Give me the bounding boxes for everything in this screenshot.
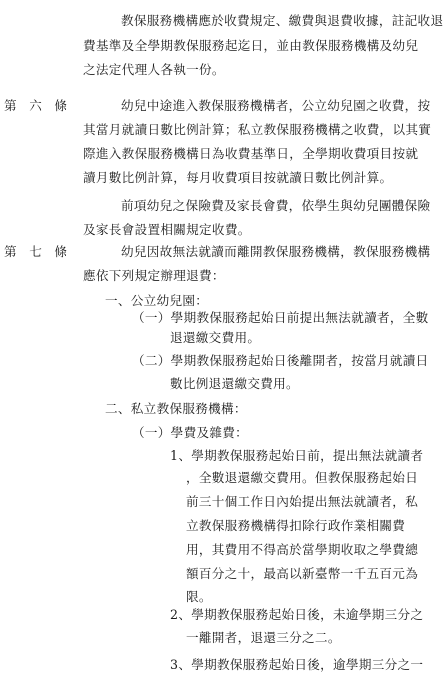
point-1-line-5: 用，其費用不得高於當學期收取之學費總 (186, 542, 419, 557)
point-1-line-4: 立教保服務機構得扣除行政作業相關費 (186, 518, 406, 533)
article-7-intro-line-2: 應依下列規定辦理退費： (83, 268, 225, 283)
section-1-item-2-line-2: 數比例退還繳交費用。 (170, 376, 299, 391)
article-6-para1-line-4: 讀月數比例計算，每月收費項目按就讀日數比例計算。 (83, 170, 393, 185)
article-7-intro-line-1: 幼兒因故無法就讀而離開教保服務機構，教保服務機構 (121, 244, 431, 259)
point-1-line-1: 1、學期教保服務起始日前，提出無法就讀者 (170, 448, 424, 463)
section-2-subheading-1: （一）學費及雜費： (132, 425, 249, 440)
section-1-heading: 一、公立幼兒園： (105, 293, 209, 308)
article-6-para2-line-2: 及家長會設置相關規定收費。 (83, 222, 251, 237)
intro-line-2: 費基準及全學期教保服務起迄日，並由教保服務機構及幼兒 (83, 38, 419, 53)
intro-line-1: 教保服務機構應於收費規定、繳費與退費收據，註記收退 (121, 13, 444, 28)
point-2-line-2: 一離開者，退還三分之二。 (186, 630, 341, 645)
article-6-para1-line-2: 其當月就讀日數比例計算；私立教保服務機構之收費，以其實 (83, 122, 432, 137)
point-1-line-2: ，全數退還繳交費用。但教保服務起始日 (186, 470, 419, 485)
point-2-line-1: 2、學期教保服務起始日後，未逾學期三分之 (170, 607, 424, 622)
article-6-para1-line-3: 際進入教保服務機構日為收費基準日，全學期收費項目按就 (83, 146, 419, 161)
section-2-heading: 二、私立教保服務機構： (105, 401, 247, 416)
section-1-item-2-line-1: （二）學期教保服務起始日後離開者，按當月就讀日 (132, 353, 429, 368)
section-1-item-1-line-1: （一）學期教保服務起始日前提出無法就讀者，全數 (132, 310, 429, 325)
point-1-line-7: 限。 (186, 589, 212, 604)
article-6-para1-line-1: 幼兒中途進入教保服務機構者，公立幼兒園之收費，按 (121, 98, 431, 113)
article-6-label: 第 六 條 (4, 98, 67, 113)
point-3-line-1: 3、學期教保服務起始日後，逾學期三分之一 (170, 657, 424, 672)
point-1-line-3: 前三十個工作日內始提出無法就讀者，私 (186, 494, 419, 509)
point-1-line-6: 額百分之十，最高以新臺幣一千五百元為 (186, 566, 419, 581)
section-1-item-1-line-2: 退還繳交費用。 (170, 330, 261, 345)
article-7-label: 第 七 條 (4, 244, 67, 259)
intro-line-3: 之法定代理人各執一份。 (83, 62, 225, 77)
article-6-para2-line-1: 前項幼兒之保險費及家長會費，依學生與幼兒團體保險 (121, 198, 431, 213)
